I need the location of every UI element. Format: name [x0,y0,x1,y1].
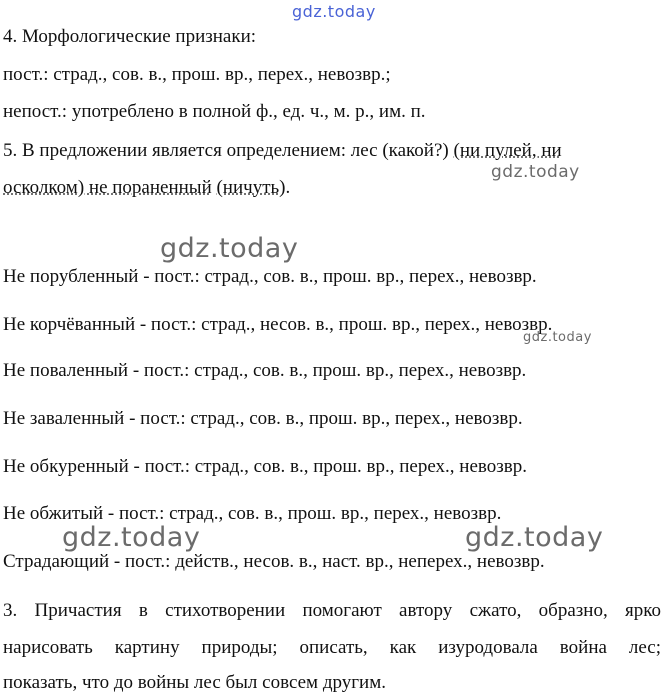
participle-5: Не обкуренный - пост.: страд., сов. в., прош. вр., перех., невозвр. [3,456,527,477]
syntax-underlined-2: осколком) не пораненный [3,177,212,198]
participle-7: Страдающий - пост.: действ., несов. в., наст. вр., неперех., невозвр. [3,551,545,572]
participle-2: Не корчёванный - пост.: страд., несов. в., прош. вр., перех., невозвр. [3,314,553,335]
conclusion-1: 3. Причастия в стихотворении помогают автору сжато, образно, ярко [3,600,661,621]
morph-heading: 4. Морфологические признаки: [3,26,257,47]
participle-4: Не заваленный - пост.: страд., сов. в., прош. вр., перех., невозвр. [3,408,523,429]
syntax-line-2 [3,177,290,199]
morph-nonconst: непост.: употреблено в полной ф., ед. ч., м. р., им. п. [3,101,426,122]
syntax-end: . [285,177,291,198]
watermark-4: gdz.today [62,522,201,553]
syntax-line-1 [3,140,562,162]
syntax-underlined-3: (ничуть) [216,177,286,198]
conclusion-3: показать, что до войны лес был совсем другим. [3,672,386,693]
participle-1: Не порубленный - пост.: страд., сов. в., прош. вр., перех., невозвр. [3,266,537,287]
syntax-underlined-1: (ни пулей, ни [453,140,562,161]
watermark-2: gdz.today [160,233,299,264]
participle-3: Не поваленный - пост.: страд., сов. в., прош. вр., перех., невозвр. [3,360,527,381]
morph-const: пост.: страд., сов. в., прош. вр., перех., невозвр.; [3,64,391,85]
syntax-text: 5. В предложении является определением: лес (какой?) [3,140,454,161]
watermark-3: gdz.today [523,330,592,345]
watermark-1: gdz.today [491,162,580,182]
conclusion-2: нарисовать картину природы; описать, как изуродовала война лес; [3,637,661,658]
watermark-5: gdz.today [465,522,604,553]
watermark-top: gdz.today [292,2,376,21]
participle-6: Не обжитый - пост.: страд., сов. в., прош. вр., перех., невозвр. [3,503,502,524]
